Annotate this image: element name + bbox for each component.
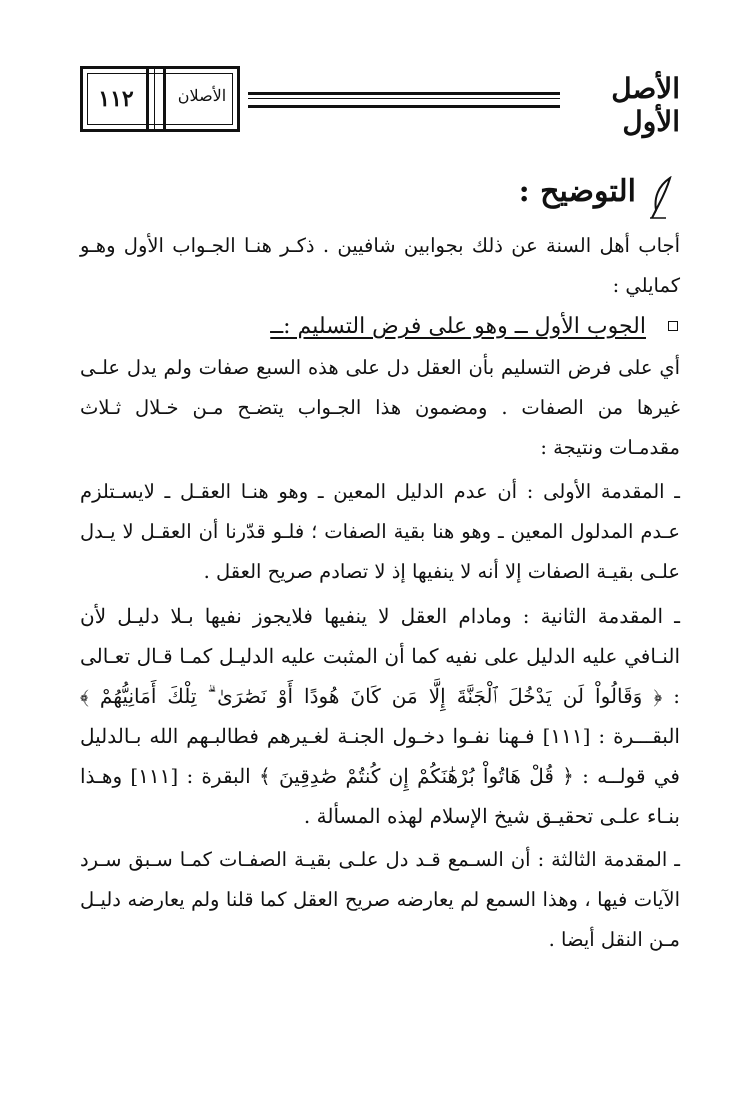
page-body: [80, 170, 680, 960]
paragraph-intro: أجاب أهل السنة عن ذلك بجوابين شافيين . ذكـر هنـا الجـواب الأول وهـو كمايلي :: [80, 234, 680, 297]
paragraph-assumption: أي على فرض التسليم بأن العقل دل على هذه السبع صفات ولم يدل علـى غيرها من الصفات . ومضمون هذا الجـواب يتضـح مـن خـلال ثـلاث مقدمـات ونتيجة :: [80, 356, 680, 459]
book-ornament: [80, 66, 240, 132]
section-title: التوضيح :: [518, 174, 636, 209]
page-header: [80, 60, 680, 140]
running-title: الأصل الأول: [611, 72, 680, 138]
square-bullet-icon: [668, 321, 678, 331]
book-spine: [146, 66, 166, 132]
subheading-first-answer: [80, 306, 680, 348]
book-title-label: الأصلان: [177, 86, 227, 105]
header-rule: [248, 92, 560, 108]
subheading-text: الجوب الأول ــ وهو على فرض التسليم :ــ: [270, 314, 646, 339]
section-heading: [80, 170, 680, 226]
paragraph-premise-three: ـ المقدمة الثالثة : أن السـمع قـد دل علـى بقيـة الصفـات كمـا سـبق سـرد الآيات فيها ، وهذا السمع لم يعارضه صريح العقل كما قلنا ولم يعارضه دليـل مـن النقل أيضا .: [80, 848, 680, 951]
quill-icon: [648, 176, 676, 220]
paragraph-premise-one: ـ المقدمة الأولى : أن عدم الدليل المعين ـ وهو هنـا العقـل ـ لايسـتلزم عـدم المدلول المعين ـ وهو هنا بقية الصفات ؛ فلـو قدّرنا أن العقـل لا يـدل علـى بقيـة الصفات إلا أنه لا ينفيها إذ لا تصادم صريح العقل .: [80, 480, 680, 583]
paragraph-premise-two: ـ المقدمة الثانية : ومادام العقل لا ينفيها فلايجوز نفيها بـلا دليـل لأن النـافي عليه الدليل على نفيه كما أن المثبت عليه الدليـل كمـا قـال تعـالى : ﴿ وَقَالُواْ لَن يَدْخُلَ ٱلْجَنَّةَ إِلَّا مَن كَانَ هُودًا أَوْ نَصَٰرَىٰ ۗ تِلْكَ أَمَانِيُّهُمْ ﴾ البقـــرة : [١١١] فـهنا نفـوا دخـول الجنـة لغـيرهم فطالبـهم الله بـالدليل في قولــه : ﴿ قُلْ هَاتُواْ بُرْهَٰنَكُمْ إِن كُنتُمْ صَٰدِقِينَ ﴾ البقرة : [١١١] وهـذا بنـاء علـى تحقيـق شيخ الإسلام لهذه المسألة .: [80, 604, 680, 828]
page-number: ١١٢: [98, 86, 134, 112]
